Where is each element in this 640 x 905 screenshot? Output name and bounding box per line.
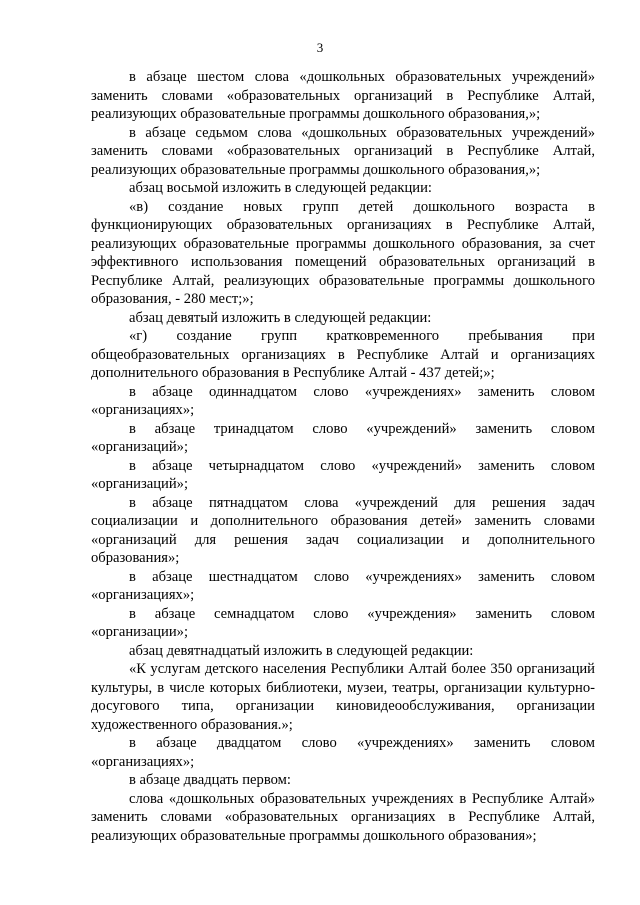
paragraph: в абзаце двадцать первом: (129, 772, 291, 788)
paragraph: «К услугам детского населения Республики Алтай более 350 организаций культуры, в числе которых библиотеки, музеи, театры, организации культурно-досугового типа, организации киновидеообслуживания, организации художественного образования.»; (91, 661, 595, 733)
paragraph: в абзаце одиннадцатом слово «учреждениях» заменить словом «организациях»; (91, 383, 595, 418)
paragraph: в абзаце шестом слова «дошкольных образовательных учреждений» заменить словами «образовательных организаций в Республике Алтай, реализующих образовательные программы дошкольного образования,»; (91, 69, 595, 122)
paragraph: абзац девятый изложить в следующей редакции: (129, 309, 432, 326)
paragraph: абзац девятнадцатый изложить в следующей редакции: (129, 642, 474, 659)
page-number: 3 (316, 40, 324, 55)
paragraph: в абзаце семнадцатом слово «учреждения» заменить словом «организации»; (91, 605, 595, 640)
paragraph: «г) создание групп кратковременного пребывания при общеобразовательных организациях в Республике Алтай и организациях дополнительного образования в Республике Алтай - 437 детей;»; (91, 328, 595, 381)
paragraph: в абзаце шестнадцатом слово «учреждениях» заменить словом «организациях»; (91, 568, 595, 603)
document-body (91, 68, 595, 845)
paragraph: абзац восьмой изложить в следующей редакции: (129, 180, 432, 196)
paragraph: в абзаце двадцатом слово «учреждениях» заменить словом «организациях»; (91, 735, 595, 770)
paragraph: в абзаце седьмом слова «дошкольных образовательных учреждений» заменить словами «образовательных организаций в Республике Алтай, реализующих образовательные программы дошкольного образования,»; (91, 124, 595, 178)
paragraph: «в) создание новых групп детей дошкольного возраста в функционирующих образовательных организациях в Республике Алтай, реализующих образовательные программы дошкольного образования, за счет эффективного использования помещений образовательных организаций в Республике Алтай, реализующих образовательные программы дошкольного образования, - 280 мест;»; (91, 198, 595, 307)
paragraph: в абзаце тринадцатом слово «учреждений» заменить словом «организаций»; (91, 420, 595, 455)
paragraph: в абзаце четырнадцатом слово «учреждений» заменить словом «организаций»; (91, 457, 595, 492)
paragraph: в абзаце пятнадцатом слова «учреждений для решения задач социализации и дополнительного образования детей» заменить словами «организаций для решения задач социализации и дополнительного образования»; (91, 494, 595, 566)
paragraph: слова «дошкольных образовательных учреждениях в Республике Алтай» заменить словами «образовательных организациях в Республике Алтай, реализующих образовательные программы дошкольного образования»; (91, 790, 595, 844)
